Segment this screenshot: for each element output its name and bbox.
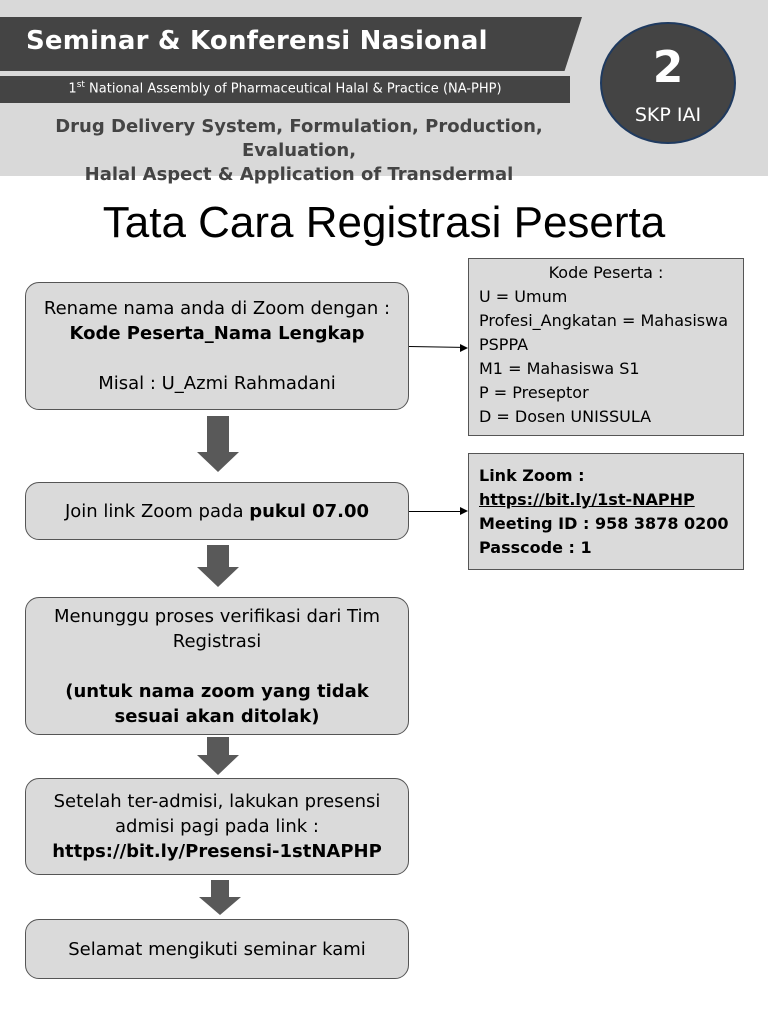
kode-item: M1 = Mahasiswa S1 bbox=[479, 359, 640, 378]
connector-arrowhead bbox=[460, 507, 468, 515]
down-arrow bbox=[207, 737, 229, 755]
skp-number: 2 bbox=[652, 42, 684, 93]
connector-line bbox=[409, 346, 461, 348]
step-join-text: Join link Zoom pada pukul 07.00 bbox=[64, 500, 370, 522]
down-arrow-head bbox=[197, 567, 239, 587]
down-arrow-head bbox=[199, 897, 241, 915]
step-rename bbox=[25, 282, 409, 410]
connector-arrowhead bbox=[460, 344, 468, 352]
topic-line-1: Drug Delivery System, Formulation, Production, Evaluation, bbox=[55, 116, 543, 161]
down-arrow bbox=[207, 545, 229, 567]
zoom-meeting-id: Meeting ID : 958 3878 0200 bbox=[479, 514, 729, 533]
kode-item: Profesi_Angkatan = Mahasiswa PSPPA bbox=[479, 311, 729, 354]
kode-peserta-box bbox=[468, 258, 744, 436]
step-rename-line1: Rename nama anda di Zoom dengan : bbox=[43, 298, 391, 319]
event-topic bbox=[0, 115, 598, 187]
skp-label: SKP IAI bbox=[634, 104, 702, 126]
kode-item: D = Dosen UNISSULA bbox=[479, 407, 652, 426]
step-verification bbox=[25, 597, 409, 735]
step-presensi bbox=[25, 778, 409, 875]
step-rename-example: Misal : U_Azmi Rahmadani bbox=[98, 373, 336, 394]
step-rename-format: Kode Peserta_Nama Lengkap bbox=[69, 323, 365, 344]
step-verification-text: Menunggu proses verifikasi dari Tim Registrasi bbox=[53, 605, 381, 652]
event-title: Seminar & Konferensi Nasional bbox=[26, 26, 488, 56]
kode-peserta-heading: Kode Peserta : bbox=[548, 263, 664, 282]
kode-item: P = Preseptor bbox=[479, 383, 589, 402]
down-arrow bbox=[207, 416, 229, 452]
step-presensi-text: Setelah ter-admisi, lakukan presensi admisi pagi pada link : bbox=[53, 791, 381, 837]
page-title: Tata Cara Registrasi Peserta bbox=[102, 198, 666, 247]
step-verification-note: (untuk nama zoom yang tidak sesuai akan ditolak) bbox=[65, 680, 369, 727]
event-subtitle: 1st National Assembly of Pharmaceutical Halal & Practice (NA-PHP) bbox=[68, 80, 502, 97]
topic-line-2: Halal Aspect & Application of Transdermal bbox=[84, 164, 514, 185]
step-welcome bbox=[25, 919, 409, 979]
step-welcome-text: Selamat mengikuti seminar kami bbox=[68, 938, 366, 960]
zoom-passcode: Passcode : 1 bbox=[479, 538, 592, 557]
zoom-info-box bbox=[468, 453, 744, 570]
kode-item: U = Umum bbox=[479, 287, 568, 306]
step-presensi-link[interactable]: https://bit.ly/Presensi-1stNAPHP bbox=[52, 841, 382, 862]
down-arrow bbox=[211, 880, 229, 898]
step-join-zoom bbox=[25, 482, 409, 540]
down-arrow-head bbox=[197, 755, 239, 775]
zoom-link[interactable]: https://bit.ly/1st-NAPHP bbox=[479, 490, 695, 509]
connector-line bbox=[409, 511, 461, 512]
down-arrow-head bbox=[197, 452, 239, 472]
zoom-link-row: Link Zoom : https://bit.ly/1st-NAPHP bbox=[479, 466, 695, 509]
